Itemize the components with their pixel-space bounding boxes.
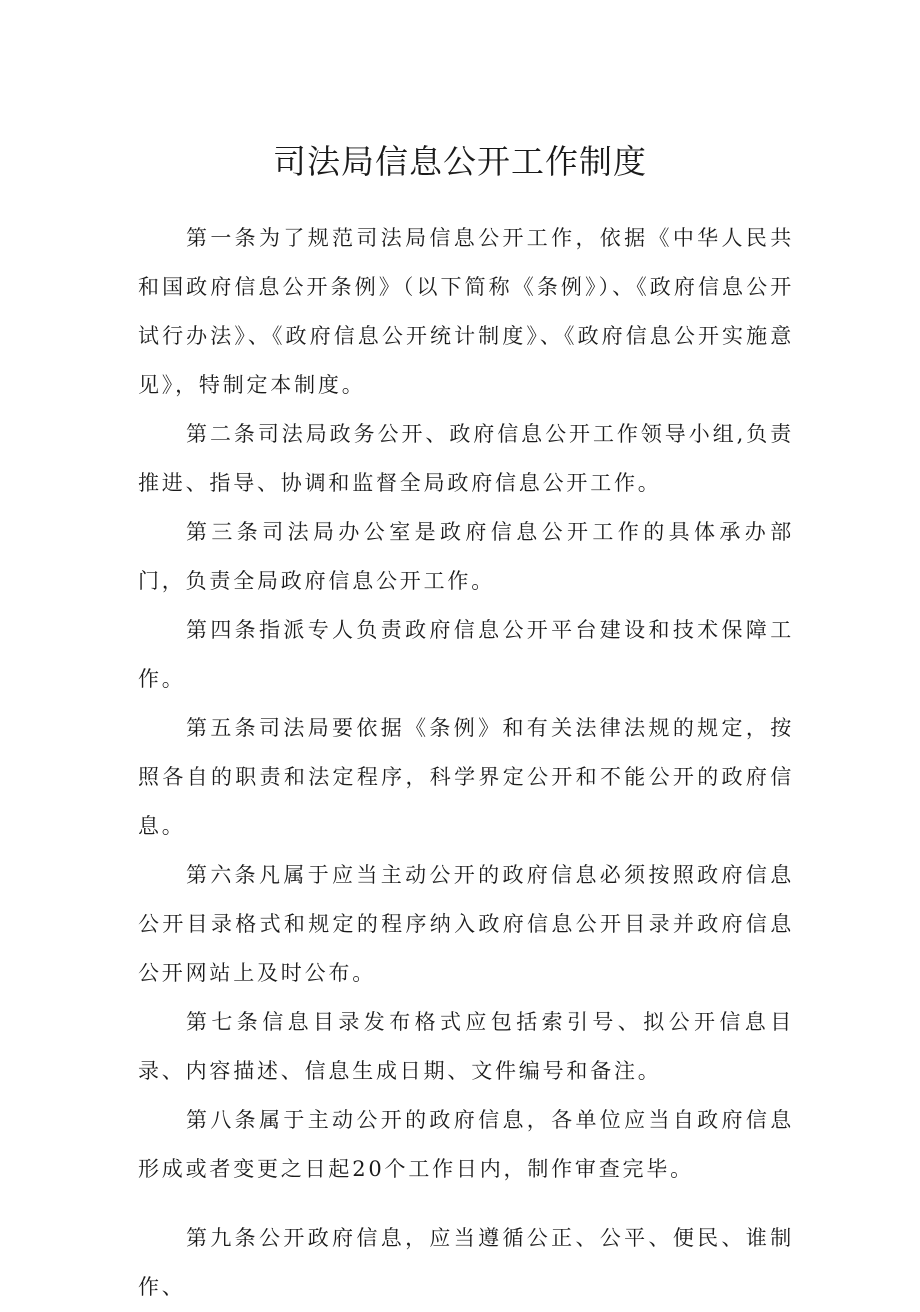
article-1-paragraph: 第一条为了规范司法局信息公开工作，依据《中华人民共和国政府信息公开条例》（以下简称《条例》）、《政府信息公开试行办法》、《政府信息公开统计制度》、《政府信息公开实施意见》，特制定本制度。: [138, 226, 794, 397]
document-title: 司法局信息公开工作制度: [273, 142, 647, 181]
article-3-paragraph: 第三条司法局办公室是政府信息公开工作的具体承办部门，负责全局政府信息公开工作。: [138, 520, 794, 593]
article-4-paragraph: 第四条指派专人负责政府信息公开平台建设和技术保障工作。: [138, 618, 794, 691]
article-8-paragraph: 第八条属于主动公开的政府信息，各单位应当自政府信息形成或者变更之日起20个工作日内，制作审查完毕。: [138, 1108, 794, 1181]
article-2-paragraph: 第二条司法局政务公开、政府信息公开工作领导小组,负责推进、指导、协调和监督全局政府信息公开工作。: [138, 422, 794, 495]
article-9-paragraph: 第九条公开政府信息，应当遵循公正、公平、便民、谁制作、: [138, 1226, 794, 1299]
article-5-paragraph: 第五条司法局要依据《条例》和有关法律法规的规定，按照各自的职责和法定程序，科学界定公开和不能公开的政府信息。: [138, 716, 794, 838]
document-body: [138, 214, 794, 1312]
article-7-paragraph: 第七条信息目录发布格式应包括索引号、拟公开信息目录、内容描述、信息生成日期、文件编号和备注。: [138, 1010, 794, 1083]
article-6-paragraph: 第六条凡属于应当主动公开的政府信息必须按照政府信息公开目录格式和规定的程序纳入政府信息公开目录并政府信息公开网站上及时公布。: [138, 863, 794, 985]
